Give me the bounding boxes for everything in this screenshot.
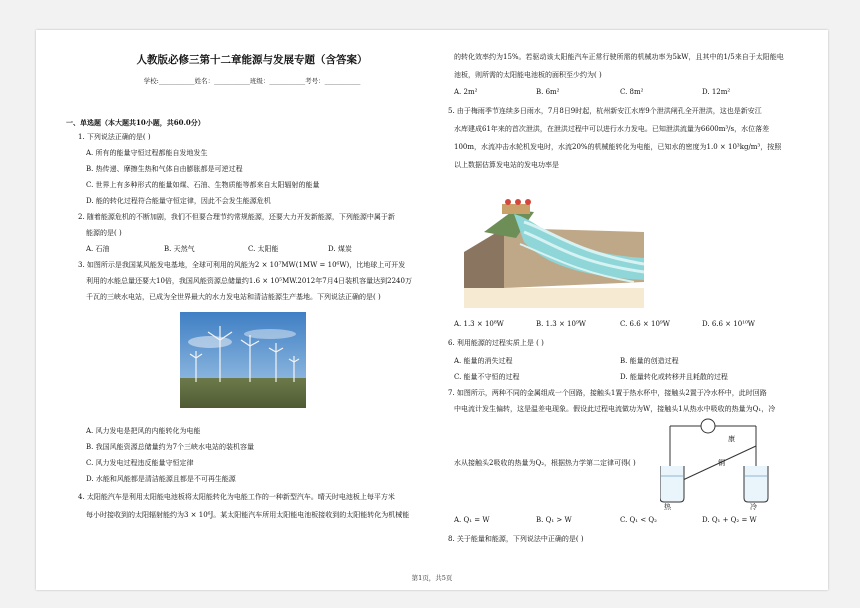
q5-option-b: B. 1.3 × 10⁹W xyxy=(536,320,586,328)
document-page xyxy=(36,30,828,590)
question-7-line1: 7. 如图所示，两种不同的金属组成一个回路，接触头1置于热水杯中，接触头2置于冷水杯中，此时回路 xyxy=(448,389,767,397)
q7-option-d: D. Q₁ + Q₂ = W xyxy=(702,516,757,524)
dam-illustration xyxy=(464,192,644,308)
question-4-line2: 每小时接收到的太阳辐射能约为3 × 10⁶J。某太阳能汽车所用太阳能电池板接收到的太阳能转化为机械能 xyxy=(86,511,410,519)
document-title: 人教版必修三第十二章能源与发展专题（含答案） xyxy=(136,54,368,66)
q3-option-c: C. 风力发电过程违反能量守恒定律 xyxy=(86,459,194,467)
q5-option-c: C. 6.6 × 10⁹W xyxy=(620,320,670,328)
q6-option-b: B. 能量的创造过程 xyxy=(620,357,679,365)
question-8: 8. 关于能量和能源，下列说法中正确的是( ) xyxy=(448,535,584,543)
q7-option-c: C. Q₁ < Q₂ xyxy=(620,516,657,524)
q4-option-d: D. 12m² xyxy=(702,88,731,96)
question-4-line3: 的转化效率约为15%。若驱动该太阳能汽车正常行驶所需的机械功率为5kW，且其中的1/5来自于太阳能电 xyxy=(454,53,784,61)
q6-option-d: D. 能量转化或转移并且耗散的过程 xyxy=(620,373,728,381)
thermocouple-diagram xyxy=(660,416,780,512)
question-3-line1: 3. 如图所示是我国某风能发电基地，全球可利用的风能为2 × 10⁷MW(1MW = 10⁶W)，比地球上可开发 xyxy=(78,261,406,269)
q7-option-b: B. Q₁ > W xyxy=(536,516,572,524)
q3-option-b: B. 我国风能资源总储量约为7个三峡水电站的装机容量 xyxy=(86,443,255,451)
question-4-line4: 池板，则所需的太阳能电池板的面积至少约为( ) xyxy=(454,71,602,79)
question-4-line1: 4. 太阳能汽车是利用太阳能电池板将太阳能转化为电能工作的一种新型汽车。晴天时电池板上每平方米 xyxy=(78,493,395,501)
question-7-line2: 中电流计发生偏转，这是温差电现象。假设此过程电流做功为W，接触头1从热水中吸收的热量为Q₁，冷 xyxy=(454,405,776,413)
q2-option-a: A. 石油 xyxy=(86,245,110,253)
question-3-line3: 千瓦的三峡水电站，已成为全世界最大的水力发电站和清洁能源生产基地。下列说法正确的是( ) xyxy=(86,293,381,301)
section-heading: 一、单选题（本大题共10小题，共60.0分） xyxy=(66,118,205,127)
question-5-line3: 100m，水流冲击水轮机发电时，水流20%的机械能转化为电能，已知水的密度为1.0 × 10³kg/m³，按照 xyxy=(454,143,782,151)
page-footer: 第1页，共5页 xyxy=(411,574,453,582)
wind-farm-photo xyxy=(180,312,306,408)
q3-option-a: A. 风力发电是把风的内能转化为电能 xyxy=(86,427,201,435)
q6-option-c: C. 能量不守恒的过程 xyxy=(454,373,520,381)
question-6: 6. 利用能源的过程实质上是 ( ) xyxy=(448,339,544,347)
question-5-line4: 以上数据估算发电站的发电功率是 xyxy=(454,161,559,169)
question-5-line2: 水库建成61年来的首次泄洪，在泄洪过程中可以进行水力发电。已知泄洪流量为6600m³/s，水位落差 xyxy=(454,125,770,133)
q2-option-c: C. 太阳能 xyxy=(248,245,279,253)
q4-option-b: B. 6m² xyxy=(536,88,560,96)
question-5-line1: 5. 由于梅雨季节连续多日雨水，7月8日9时起，杭州新安江水库9个泄洪闸孔全开泄洪，这也是新安江 xyxy=(448,107,762,115)
diagram-label-cold: 冷 xyxy=(750,503,757,511)
diagram-label-mid: 铜 xyxy=(718,459,725,467)
q3-option-d: D. 水能和风能都是清洁能源且都是不可再生能源 xyxy=(86,475,236,483)
question-2-line1: 2. 随着能源危机的不断加剧，我们不但要合理节约常规能源，还要大力开发新能源，下列能源中属于新 xyxy=(78,213,395,221)
question-1: 1. 下列说法正确的是( ) xyxy=(78,133,151,141)
q7-option-a: A. Q₁ = W xyxy=(454,516,490,524)
q2-option-d: D. 煤炭 xyxy=(328,245,352,253)
student-info-line: 学校:___________姓名：___________班级：___________考号：___________ xyxy=(143,77,361,85)
q1-option-c: C. 世界上有多种形式的能量如煤、石油、生物质能等都来自太阳辐射的能量 xyxy=(86,181,320,189)
q1-option-a: A. 所有的能量守恒过程都能自发地发生 xyxy=(86,149,208,157)
q4-option-c: C. 8m² xyxy=(620,88,644,96)
q5-option-a: A. 1.3 × 10⁸W xyxy=(454,320,504,328)
question-2-line2: 能源的是( ) xyxy=(86,229,122,237)
diagram-label-hot: 热 xyxy=(664,503,671,511)
diagram-label-top: 康 xyxy=(728,435,735,443)
q4-option-a: A. 2m² xyxy=(454,88,478,96)
q2-option-b: B. 天然气 xyxy=(164,245,195,253)
q1-option-b: B. 热传递、摩擦生热和气体自由膨胀都是可逆过程 xyxy=(86,165,243,173)
q5-option-d: D. 6.6 × 10¹⁰W xyxy=(702,320,755,328)
question-3-line2: 利用的水能总量还要大10倍，我国风能资源总储量约1.6 × 10⁵MW.2012年7月4日装机容量达到2240万 xyxy=(86,277,412,285)
question-7-line3: 水从接触头2吸收的热量为Q₂，根据热力学第二定律可得( ) xyxy=(454,459,636,467)
q1-option-d: D. 能的转化过程符合能量守恒定律，因此不会发生能源危机 xyxy=(86,197,271,205)
q6-option-a: A. 能量的消失过程 xyxy=(454,357,513,365)
